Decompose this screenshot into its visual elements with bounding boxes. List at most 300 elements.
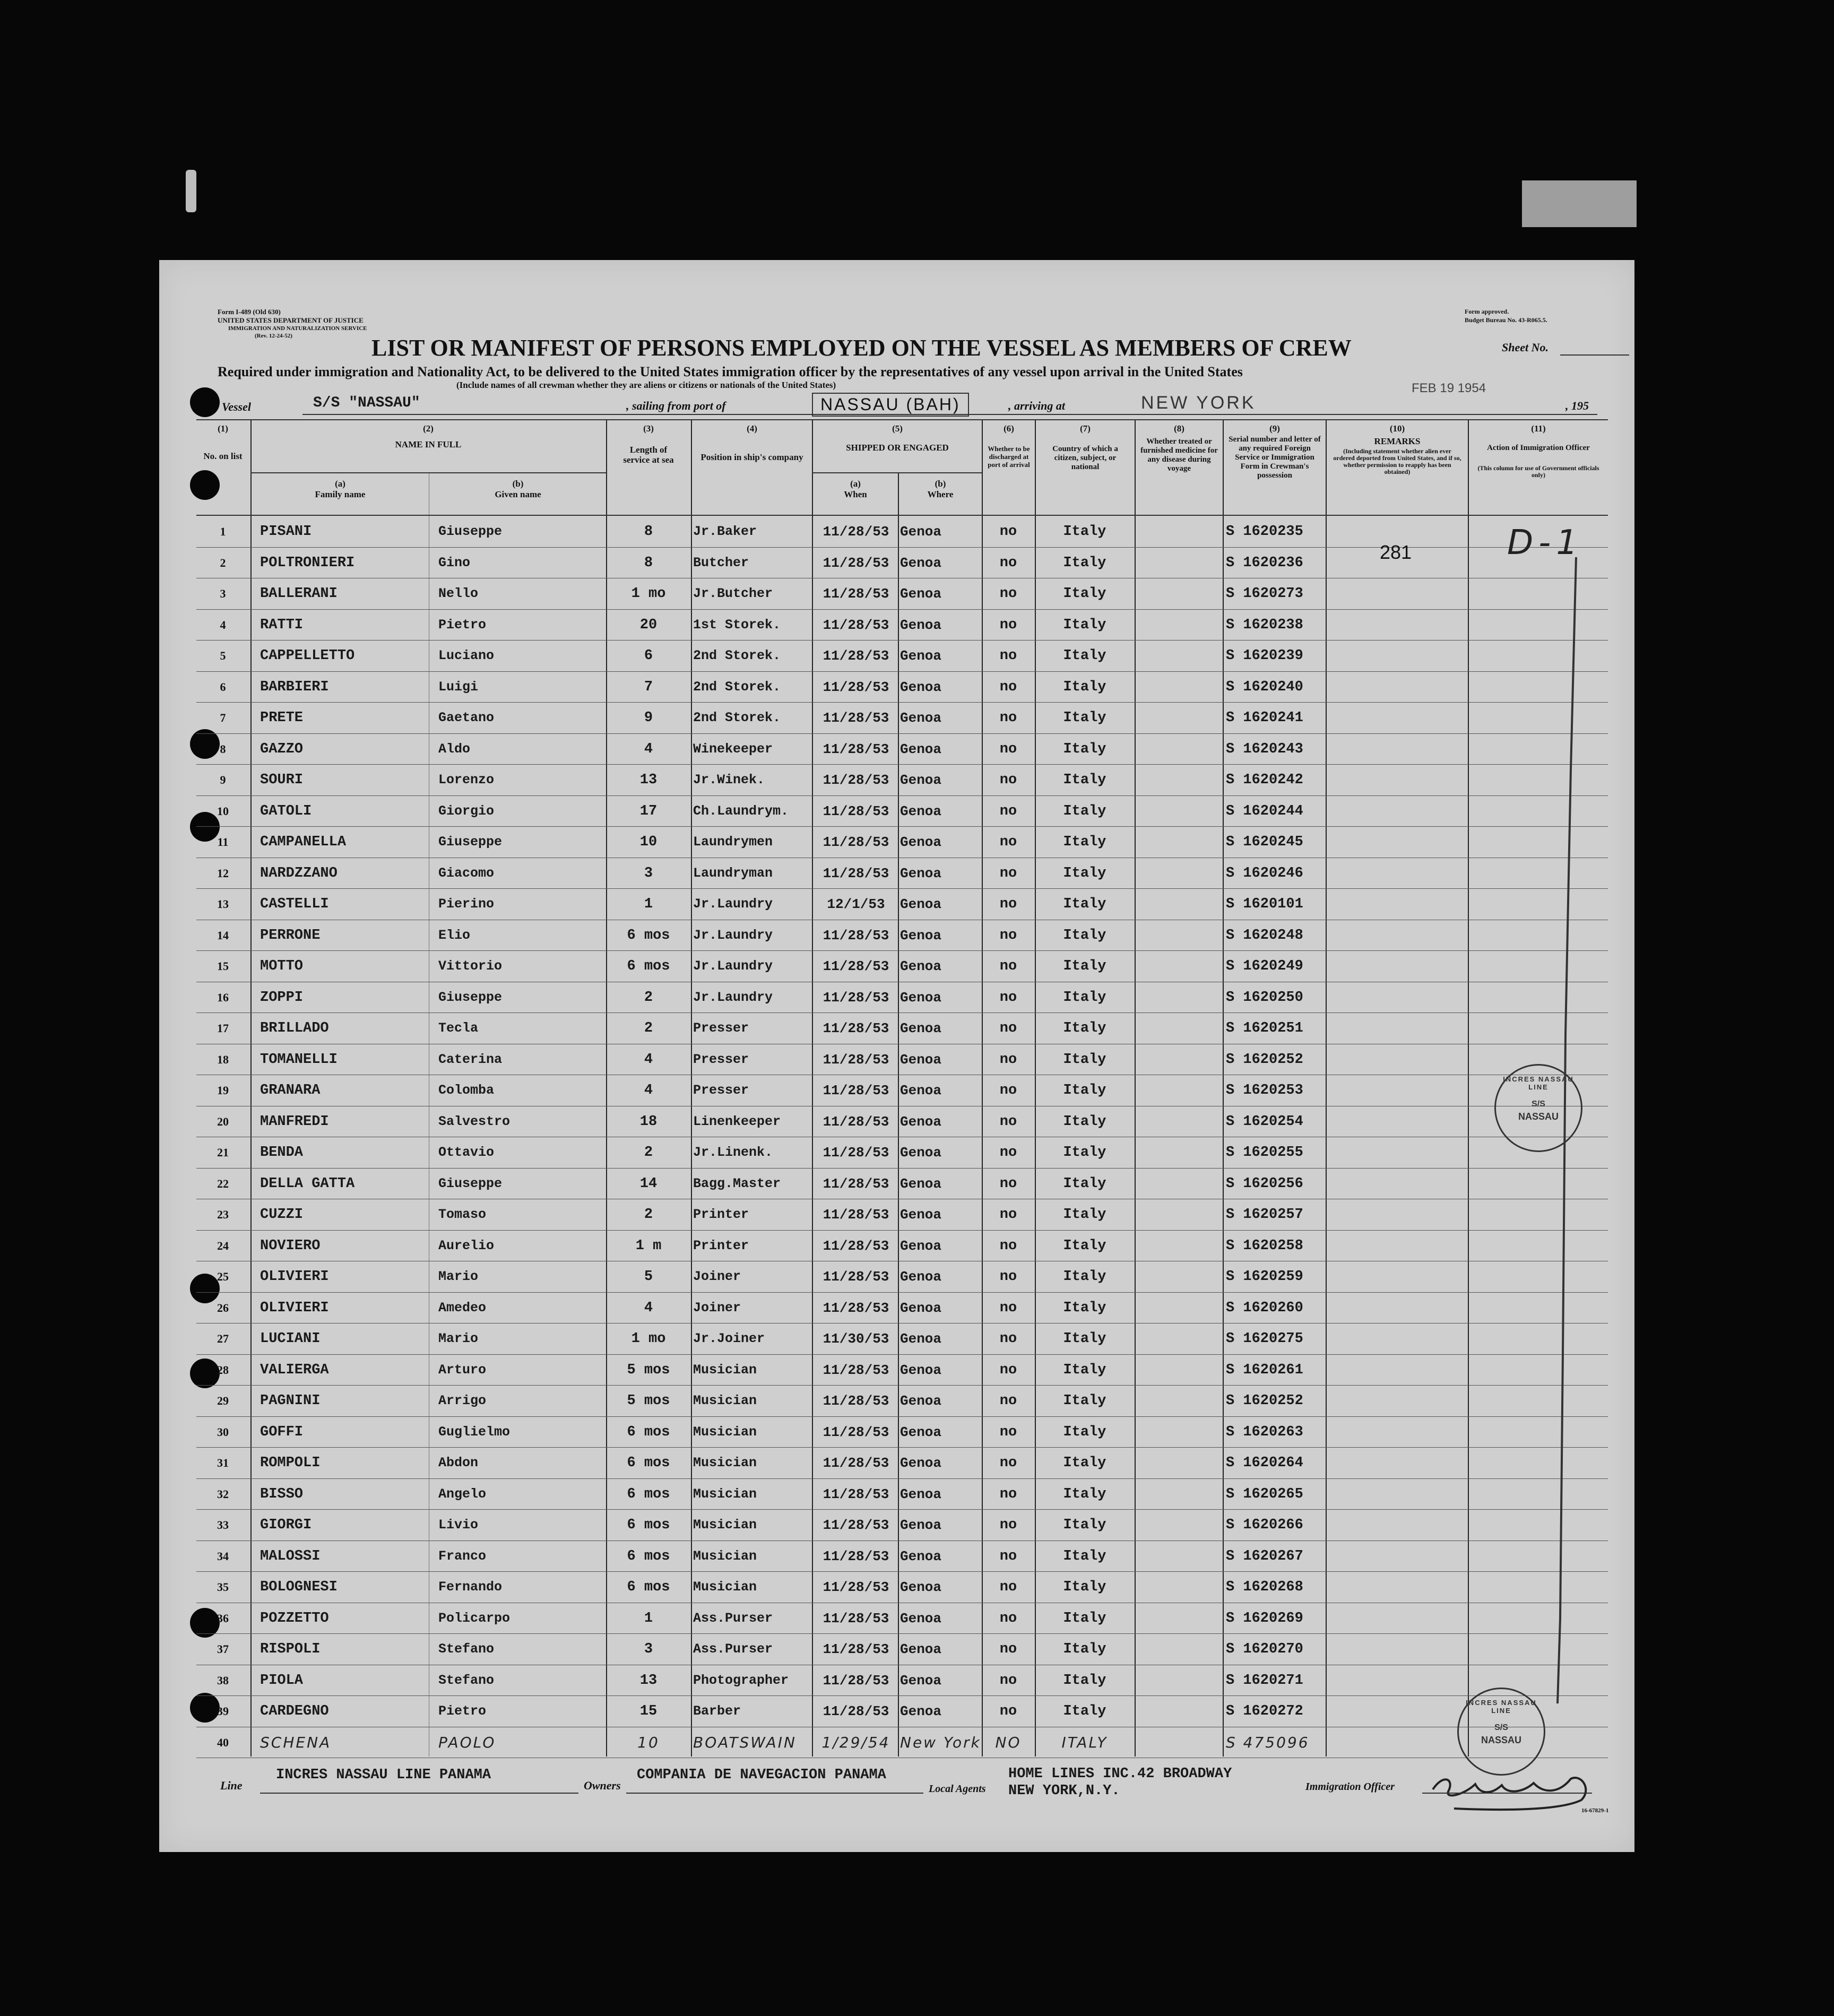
table-row xyxy=(196,797,1608,828)
film-label-tab xyxy=(1522,180,1637,227)
sheet-label: Sheet No. xyxy=(1502,341,1548,354)
cell-when: 11/28/53 xyxy=(823,1362,889,1378)
crew-table xyxy=(196,419,1608,1757)
cell-family: POLTRONIERI xyxy=(260,555,355,571)
cell-country: Italy xyxy=(1063,1641,1106,1657)
cell-serial: S 1620253 xyxy=(1226,1083,1303,1098)
header-bottom-rule xyxy=(196,515,1608,516)
cell-family: VALIERGA xyxy=(260,1362,329,1378)
cell-given: Mario xyxy=(438,1331,479,1346)
cell-country: Italy xyxy=(1063,1175,1106,1192)
cell-country: Italy xyxy=(1063,679,1106,695)
row-rule xyxy=(196,1354,1608,1355)
cell-service: 6 mos xyxy=(627,1486,670,1502)
table-row xyxy=(196,1293,1608,1325)
cell-position: Laundrymen xyxy=(693,834,773,850)
agents-label: Local Agents xyxy=(929,1783,986,1795)
cell-discharge: no xyxy=(999,710,1017,726)
cell-service: 2 xyxy=(644,1207,653,1223)
col-remarks-note: (Including statement whether alien ever ordered deported from United States, and if so, whether permission to reapply has been obtained) xyxy=(1333,448,1461,475)
cell-service: 5 mos xyxy=(627,1393,670,1409)
row-rule xyxy=(196,1633,1608,1634)
table-row xyxy=(196,703,1608,734)
cell-where: Genoa xyxy=(900,927,942,944)
stamp-line: S/S xyxy=(1532,1100,1545,1109)
cell-given: PAOLO xyxy=(438,1733,496,1751)
vessel-label: Vessel xyxy=(222,400,251,413)
cell-given: Pietro xyxy=(438,617,487,633)
col-shipped-num: (5) xyxy=(892,423,903,434)
stamp-line: S/S xyxy=(1494,1723,1508,1732)
cell-when: 11/28/53 xyxy=(823,1548,889,1564)
cell-discharge: no xyxy=(999,1238,1017,1254)
cell-no: 12 xyxy=(217,866,229,880)
cell-service: 6 mos xyxy=(627,1517,670,1533)
cell-where: Genoa xyxy=(900,1145,942,1161)
cell-given: Ottavio xyxy=(438,1145,495,1160)
cell-when: 11/28/53 xyxy=(823,1517,889,1533)
cell-given: Tecla xyxy=(438,1020,479,1036)
cell-no: 5 xyxy=(220,649,226,662)
cell-when: 11/28/53 xyxy=(823,1703,889,1719)
cell-when: 11/28/53 xyxy=(823,1424,889,1440)
cell-no: 4 xyxy=(220,618,226,631)
cell-no: 10 xyxy=(217,804,229,818)
row-rule xyxy=(196,950,1608,951)
cell-country: Italy xyxy=(1063,555,1106,571)
cell-where: Genoa xyxy=(900,710,942,726)
col-service-num: (3) xyxy=(643,423,654,434)
cell-family: ZOPPI xyxy=(260,989,304,1006)
cell-given: Giuseppe xyxy=(438,1175,503,1191)
cell-serial: S 1620266 xyxy=(1226,1517,1303,1533)
row-rule xyxy=(196,671,1608,672)
cell-serial: S 1620259 xyxy=(1226,1269,1303,1285)
agents-value: HOME LINES INC.42 BROADWAY xyxy=(1008,1766,1232,1782)
cell-family: RISPOLI xyxy=(260,1641,321,1657)
table-row xyxy=(196,1510,1608,1542)
cell-where: Genoa xyxy=(900,555,942,571)
table-row xyxy=(196,921,1608,952)
cell-serial: S 475096 xyxy=(1226,1733,1310,1751)
table-row xyxy=(196,1728,1608,1759)
cell-given: Angelo xyxy=(438,1486,487,1502)
table-row xyxy=(196,1138,1608,1169)
col-medicine-num: (8) xyxy=(1174,423,1184,434)
cell-discharge: no xyxy=(999,1486,1017,1502)
cell-family: CARDEGNO xyxy=(260,1703,329,1719)
cell-serial: S 1620264 xyxy=(1226,1455,1303,1471)
cell-position: Jr.Baker xyxy=(693,524,757,539)
cell-serial: S 1620246 xyxy=(1226,865,1303,881)
col-name-num: (2) xyxy=(423,423,434,434)
row-rule xyxy=(196,609,1608,610)
cell-where: Genoa xyxy=(900,1238,942,1254)
cell-where: Genoa xyxy=(900,1672,942,1689)
cell-no: 16 xyxy=(217,990,229,1004)
cell-when: 11/28/53 xyxy=(823,803,889,819)
cell-discharge: no xyxy=(999,989,1017,1006)
officer-underline xyxy=(1422,1793,1592,1794)
col-where-num: (b) xyxy=(935,479,946,489)
cell-discharge: no xyxy=(999,865,1017,881)
row-rule xyxy=(196,764,1608,765)
cell-where: Genoa xyxy=(900,1424,942,1440)
cell-family: BRILLADO xyxy=(260,1020,329,1036)
col-when-title: When xyxy=(844,489,867,499)
cell-when: 11/28/53 xyxy=(823,586,889,602)
col-given-title: Given name xyxy=(495,489,541,499)
table-row xyxy=(196,579,1608,610)
col-remarks-title: REMARKS xyxy=(1374,436,1421,446)
officer-signature xyxy=(1422,1758,1597,1816)
cell-family: GATOLI xyxy=(260,803,312,819)
col-serial-title: Serial number and letter of any required Foreign Service or Immigration Form in Crewman's possession xyxy=(1229,435,1321,480)
cell-service: 7 xyxy=(644,679,653,695)
cell-family: LUCIANI xyxy=(260,1331,321,1347)
cell-no: 6 xyxy=(220,680,226,694)
service: IMMIGRATION AND NATURALIZATION SERVICE xyxy=(228,325,367,332)
cell-service: 10 xyxy=(637,1733,660,1751)
cell-no: 29 xyxy=(217,1394,229,1407)
cell-serial: S 1620243 xyxy=(1226,741,1303,757)
cell-discharge: no xyxy=(999,1145,1017,1161)
department: UNITED STATES DEPARTMENT OF JUSTICE xyxy=(218,316,364,324)
row-rule xyxy=(196,640,1608,641)
cell-where: Genoa xyxy=(900,648,942,664)
cell-where: Genoa xyxy=(900,1083,942,1098)
table-row xyxy=(196,1448,1608,1479)
cell-family: CAPPELLETTO xyxy=(260,648,355,664)
cell-discharge: no xyxy=(999,1424,1017,1440)
cell-family: RATTI xyxy=(260,617,304,633)
row-rule xyxy=(196,1478,1608,1479)
cell-service: 6 mos xyxy=(627,1424,670,1440)
cell-service: 4 xyxy=(644,741,653,757)
cell-serial: S 1620236 xyxy=(1226,555,1303,571)
cell-country: Italy xyxy=(1063,1083,1106,1098)
cell-serial: S 1620252 xyxy=(1226,1051,1303,1068)
cell-serial: S 1620251 xyxy=(1226,1020,1303,1036)
cell-serial: S 1620271 xyxy=(1226,1672,1303,1689)
cell-given: Lorenzo xyxy=(438,772,495,788)
cell-given: Salvestro xyxy=(438,1113,511,1129)
cell-where: Genoa xyxy=(900,1517,942,1533)
cell-country: Italy xyxy=(1063,1113,1106,1130)
cell-when: 11/28/53 xyxy=(823,1175,889,1192)
cell-family: CASTELLI xyxy=(260,896,329,912)
cell-no: 14 xyxy=(217,928,229,942)
cell-discharge: no xyxy=(999,1175,1017,1192)
cell-service: 1 m xyxy=(635,1238,662,1254)
col-country-num: (7) xyxy=(1080,423,1091,434)
cell-country: Italy xyxy=(1063,1610,1106,1626)
cell-serial: S 1620241 xyxy=(1226,710,1303,726)
cell-service: 4 xyxy=(644,1083,653,1098)
cell-no: 2 xyxy=(220,556,226,569)
cell-discharge: no xyxy=(999,834,1017,850)
cell-discharge: no xyxy=(999,772,1017,788)
cell-discharge: no xyxy=(999,1455,1017,1471)
cell-no: 31 xyxy=(217,1456,229,1469)
cell-discharge: no xyxy=(999,1113,1017,1130)
arriving-label: , arriving at xyxy=(1008,399,1065,412)
cell-family: SCHENA xyxy=(260,1733,332,1751)
cell-discharge: no xyxy=(999,1548,1017,1564)
col-when-num: (a) xyxy=(850,479,861,489)
cell-country: Italy xyxy=(1063,989,1106,1006)
cell-no: 19 xyxy=(217,1084,229,1097)
cell-family: ROMPOLI xyxy=(260,1455,321,1471)
line-underline xyxy=(260,1793,578,1794)
cell-country: Italy xyxy=(1063,772,1106,788)
cell-where: Genoa xyxy=(900,1548,942,1564)
cell-service: 9 xyxy=(644,710,653,726)
cell-no: 8 xyxy=(220,742,226,756)
cell-when: 12/1/53 xyxy=(827,896,885,912)
col-action-note: (This column for use of Government officials only) xyxy=(1477,465,1599,479)
col-remarks-num: (10) xyxy=(1389,423,1405,434)
cell-no: 7 xyxy=(220,711,226,724)
cell-given: Elio xyxy=(438,927,471,943)
cell-where: Genoa xyxy=(900,1175,942,1192)
cell-discharge: no xyxy=(999,1331,1017,1347)
cell-where: Genoa xyxy=(900,679,942,695)
cell-when: 11/28/53 xyxy=(823,1145,889,1161)
cell-where: Genoa xyxy=(900,1579,942,1595)
table-row xyxy=(196,1014,1608,1045)
cell-when: 11/28/53 xyxy=(823,1238,889,1254)
cell-given: Arrigo xyxy=(438,1393,487,1408)
cell-where: Genoa xyxy=(900,1703,942,1719)
row-rule xyxy=(196,826,1608,827)
cell-discharge: no xyxy=(999,524,1017,540)
cell-position: Jr.Butcher xyxy=(693,586,773,601)
cell-discharge: no xyxy=(999,741,1017,757)
cell-given: Policarpo xyxy=(438,1610,511,1626)
cell-when: 11/28/53 xyxy=(823,1083,889,1098)
film-mark xyxy=(186,170,196,212)
cell-no: 1 xyxy=(220,525,226,538)
name-rule xyxy=(250,472,606,473)
table-row xyxy=(196,610,1608,642)
table-row xyxy=(196,765,1608,797)
cell-discharge: no xyxy=(999,1051,1017,1068)
vessel-value: S/S "NASSAU" xyxy=(313,395,420,411)
col-medicine-title: Whether treated or furnished medicine for any disease during voyage xyxy=(1140,437,1218,473)
cell-no: 22 xyxy=(217,1176,229,1190)
cell-country: Italy xyxy=(1063,1672,1106,1689)
cell-serial: S 1620275 xyxy=(1226,1331,1303,1347)
cell-position: Musician xyxy=(693,1362,757,1378)
cell-position: Barber xyxy=(693,1703,741,1719)
cell-serial: S 1620257 xyxy=(1226,1207,1303,1223)
table-row xyxy=(196,827,1608,859)
cell-family: SOURI xyxy=(260,772,304,788)
cell-no: 32 xyxy=(217,1487,229,1501)
row-rule xyxy=(196,1447,1608,1448)
cell-country: Italy xyxy=(1063,1455,1106,1471)
cell-serial: S 1620267 xyxy=(1226,1548,1303,1564)
cell-position: 1st Storek. xyxy=(693,617,781,633)
table-row xyxy=(196,1542,1608,1573)
cell-service: 6 mos xyxy=(627,958,670,974)
cell-service: 13 xyxy=(639,772,658,788)
cell-position: Jr.Laundry xyxy=(693,927,773,943)
cell-family: PIOLA xyxy=(260,1672,304,1689)
cell-where: Genoa xyxy=(900,1486,942,1502)
table-row xyxy=(196,1604,1608,1635)
table-row xyxy=(196,1634,1608,1666)
cell-country: Italy xyxy=(1063,617,1106,633)
cell-serial: S 1620268 xyxy=(1226,1579,1303,1595)
cell-discharge: no xyxy=(999,1393,1017,1409)
cell-no: 11 xyxy=(217,835,229,849)
cell-given: Mario xyxy=(438,1269,479,1284)
cell-given: Livio xyxy=(438,1517,479,1533)
line-label: Line xyxy=(220,1779,243,1792)
cell-serial: S 1620245 xyxy=(1226,834,1303,850)
cell-where: Genoa xyxy=(900,1207,942,1223)
cell-discharge: no xyxy=(999,1269,1017,1285)
cell-discharge: no xyxy=(999,1579,1017,1595)
cell-serial: S 1620249 xyxy=(1226,958,1303,974)
cell-discharge: no xyxy=(999,896,1017,912)
cell-where: Genoa xyxy=(900,1331,942,1347)
cell-discharge: no xyxy=(999,679,1017,695)
cell-country: Italy xyxy=(1063,1331,1106,1347)
cell-service: 2 xyxy=(644,1020,653,1036)
cell-when: 11/28/53 xyxy=(823,989,889,1006)
cell-service: 6 xyxy=(644,648,653,664)
cell-no: 23 xyxy=(217,1208,229,1221)
cell-country: Italy xyxy=(1063,834,1106,850)
cell-serial: S 1620252 xyxy=(1226,1393,1303,1409)
cell-country: Italy xyxy=(1063,1051,1106,1068)
cell-where: Genoa xyxy=(900,741,942,757)
cell-service: 15 xyxy=(639,1703,658,1719)
cell-where: Genoa xyxy=(900,772,942,788)
cell-service: 14 xyxy=(639,1175,658,1192)
company-stamp xyxy=(1494,1064,1582,1152)
cell-family: MANFREDI xyxy=(260,1113,329,1130)
cell-no: 28 xyxy=(217,1363,229,1377)
cell-family: OLIVIERI xyxy=(260,1269,329,1285)
cell-no: 15 xyxy=(217,959,229,973)
col-position-title: Position in ship's company xyxy=(700,452,803,462)
cell-family: BISSO xyxy=(260,1486,304,1502)
cell-country: Italy xyxy=(1063,1703,1106,1719)
cell-no: 37 xyxy=(217,1642,229,1656)
cell-position: Musician xyxy=(693,1517,757,1533)
cell-discharge: no xyxy=(999,1300,1017,1316)
cell-family: CAMPANELLA xyxy=(260,834,347,850)
cell-serial: S 1620270 xyxy=(1226,1641,1303,1657)
col-where-title: Where xyxy=(927,489,954,499)
cell-discharge: no xyxy=(999,1703,1017,1719)
col-shipped-title: SHIPPED OR ENGAGED xyxy=(846,443,949,453)
cell-country: Italy xyxy=(1063,741,1106,757)
cell-service: 5 xyxy=(644,1269,653,1285)
cell-country: ITALY xyxy=(1061,1733,1108,1751)
row-rule xyxy=(196,1292,1608,1293)
cell-family: MALOSSI xyxy=(260,1548,321,1564)
cell-family: GAZZO xyxy=(260,741,304,757)
cell-position: Laundryman xyxy=(693,865,773,881)
cell-country: Italy xyxy=(1063,710,1106,726)
form-approved: Form approved. xyxy=(1465,308,1509,315)
cell-serial: S 1620273 xyxy=(1226,586,1303,602)
owners-value: COMPANIA DE NAVEGACION PANAMA xyxy=(637,1767,886,1783)
cell-where: Genoa xyxy=(900,803,942,819)
budget-bureau: Budget Bureau No. 43-R065.5. xyxy=(1465,316,1547,324)
cell-position: Presser xyxy=(693,1051,749,1067)
cell-when: 11/28/53 xyxy=(823,1672,889,1689)
cell-discharge: NO xyxy=(995,1733,1022,1751)
table-row xyxy=(196,951,1608,983)
cell-service: 4 xyxy=(644,1051,653,1068)
cell-service: 6 mos xyxy=(627,1455,670,1471)
cell-serial: S 1620248 xyxy=(1226,927,1303,944)
cell-where: Genoa xyxy=(900,1641,942,1657)
cell-where: Genoa xyxy=(900,896,942,912)
cell-no: 39 xyxy=(217,1704,229,1718)
cell-discharge: no xyxy=(999,1362,1017,1378)
cell-where: Genoa xyxy=(900,1300,942,1316)
cell-position: Joiner xyxy=(693,1300,741,1316)
cell-given: Giuseppe xyxy=(438,524,503,539)
cell-given: Tomaso xyxy=(438,1207,487,1222)
cell-given: Arturo xyxy=(438,1362,487,1378)
cell-when: 11/28/53 xyxy=(823,1269,889,1285)
cell-service: 4 xyxy=(644,1300,653,1316)
cell-position: Jr.Linenk. xyxy=(693,1145,773,1160)
row-rule xyxy=(196,1385,1608,1386)
row-rule xyxy=(196,1695,1608,1696)
officer-label: Immigration Officer xyxy=(1305,1781,1395,1793)
stamp-line: INCRES NASSAU LINE xyxy=(1466,1699,1537,1715)
cell-when: 11/28/53 xyxy=(823,1051,889,1068)
cell-where: New York xyxy=(900,1733,981,1751)
cell-where: Genoa xyxy=(900,617,942,633)
col-service-title: Length of service at sea xyxy=(623,445,674,465)
cell-discharge: no xyxy=(999,617,1017,633)
col-given-num: (b) xyxy=(512,479,524,489)
cell-country: Italy xyxy=(1063,896,1106,912)
cell-serial: S 1620254 xyxy=(1226,1113,1303,1130)
cell-position: Presser xyxy=(693,1020,749,1036)
cell-discharge: no xyxy=(999,1641,1017,1657)
cell-serial: S 1620250 xyxy=(1226,989,1303,1006)
cell-given: Stefano xyxy=(438,1641,495,1657)
table-row xyxy=(196,1355,1608,1387)
cell-given: Guglielmo xyxy=(438,1424,511,1440)
table-row xyxy=(196,1045,1608,1076)
line-value: INCRES NASSAU LINE PANAMA xyxy=(276,1767,491,1783)
cell-position: Jr.Laundry xyxy=(693,958,773,974)
cell-given: Giorgio xyxy=(438,803,495,819)
table-row xyxy=(196,641,1608,672)
cell-given: Amedeo xyxy=(438,1300,487,1316)
cell-given: Vittorio xyxy=(438,958,503,974)
cell-country: Italy xyxy=(1063,1145,1106,1161)
cell-family: BOLOGNESI xyxy=(260,1579,338,1595)
col-family-num: (a) xyxy=(335,479,345,489)
cell-country: Italy xyxy=(1063,1548,1106,1564)
cell-family: BALLERANI xyxy=(260,586,338,602)
cell-when: 11/28/53 xyxy=(823,834,889,850)
cell-family: GOFFI xyxy=(260,1424,304,1440)
